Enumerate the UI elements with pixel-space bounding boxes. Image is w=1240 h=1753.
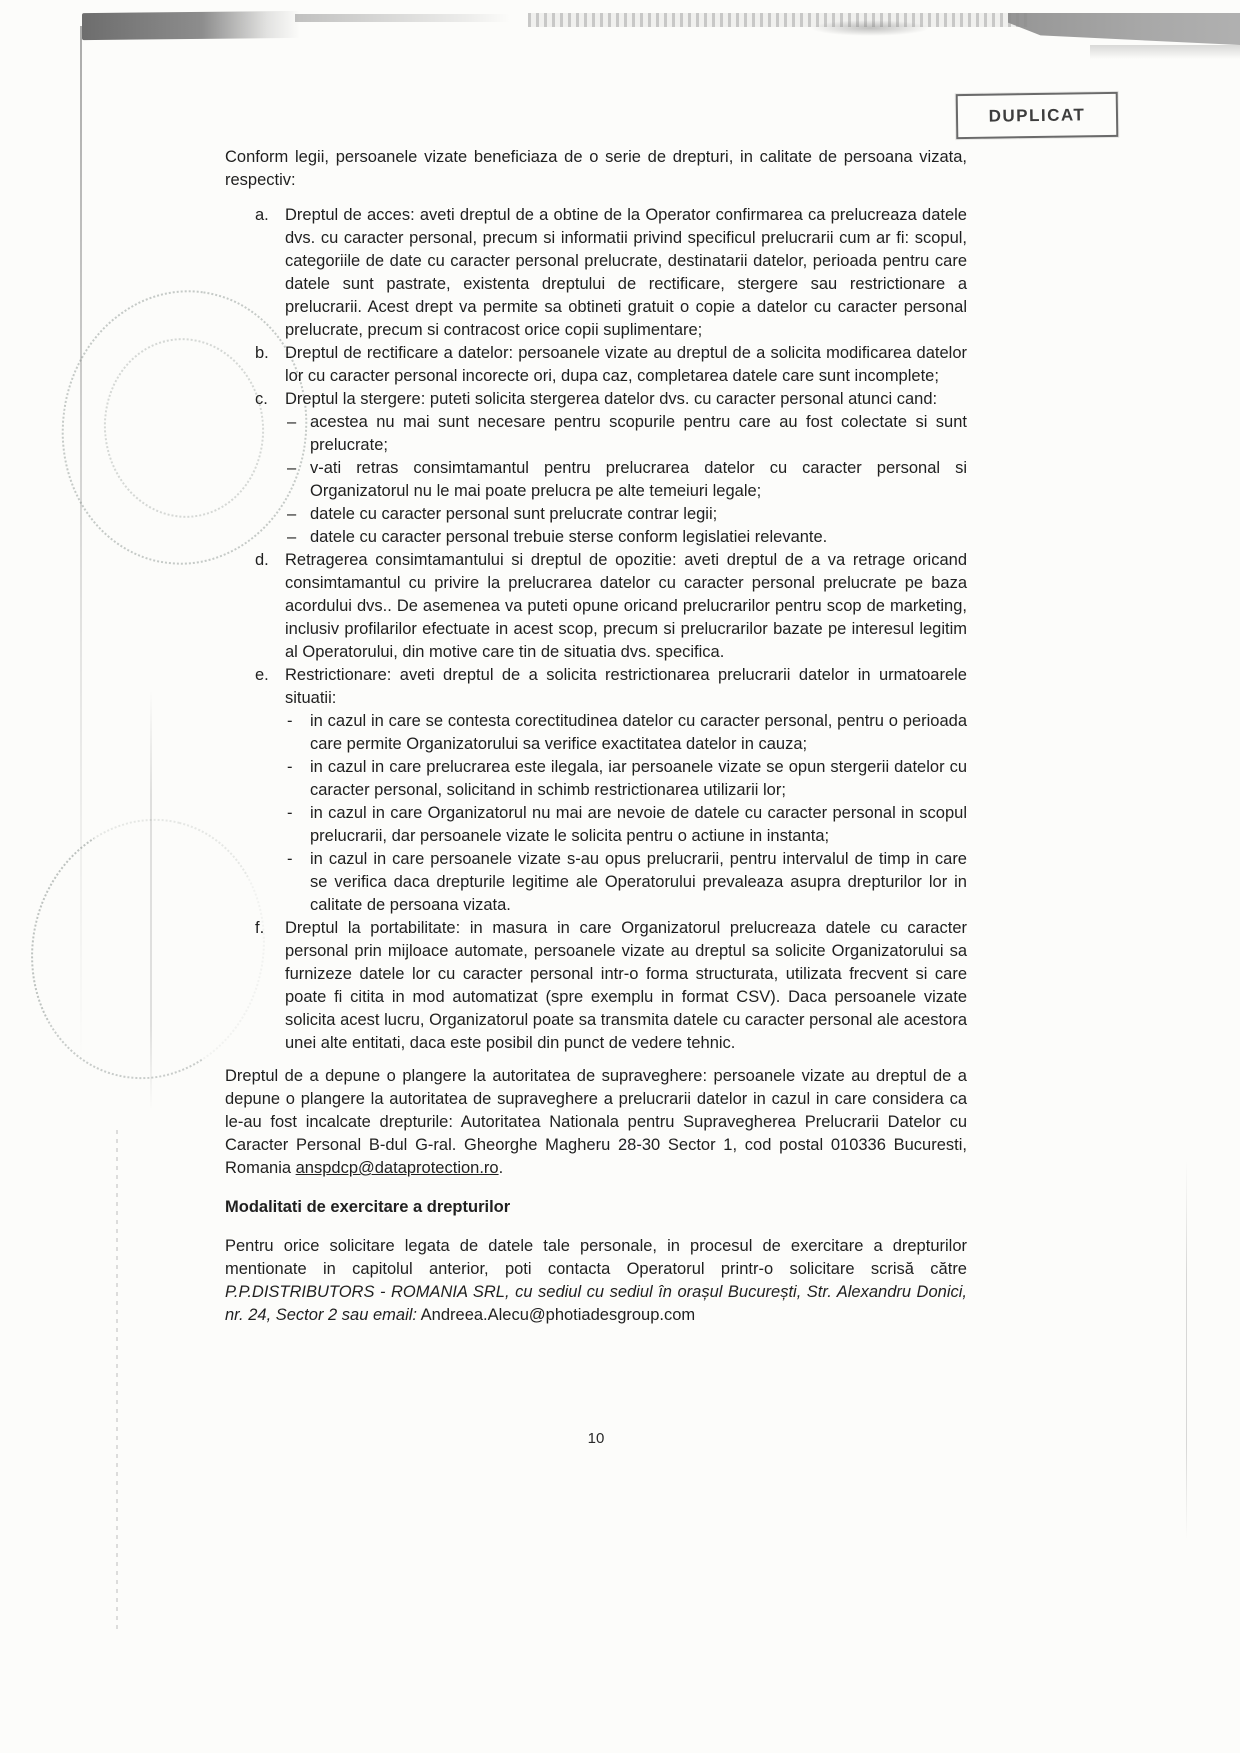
list-item-label: e. xyxy=(255,666,269,684)
sub-item-text: datele cu caracter personal trebuie sterse conform legislatiei relevante. xyxy=(310,528,828,546)
contact-paragraph xyxy=(225,1235,967,1327)
complaint-paragraph xyxy=(225,1065,967,1180)
sub-item-text: in cazul in care Organizatorul nu mai are nevoie de datele cu caracter personal in scopul prelucrarii, dar persoanele vizate le solicita pentru o actiune in instanta; xyxy=(310,804,967,845)
duplicat-stamp-label: DUPLICAT xyxy=(988,104,1086,126)
list-item-c xyxy=(225,388,967,411)
complaint-suffix: . xyxy=(498,1159,504,1177)
sub-item xyxy=(225,457,967,503)
list-item-text: Dreptul de rectificare a datelor: persoanele vizate au dreptul de a solicita modificarea datelor lor cu caracter personal incorecte ori, dupa caz, completarea datele care sunt incomplete; xyxy=(285,344,967,385)
sub-item-text: v-ati retras consimtamantul pentru prelucrarea datelor cu caracter personal si Organizatorul nu le mai poate prelucra pe alte temeiuri legale; xyxy=(310,459,967,500)
scan-smear-top-middle-blob xyxy=(810,20,930,36)
sub-item-text: in cazul in care persoanele vizate s-au opus prelucrarii, pentru intervalul de timp in care se verifica daca drepturile legitime ale Operatorului prevaleaza asupra drepturilor lor in calitate de persoana vizata. xyxy=(310,850,967,914)
dash-bullet: - xyxy=(287,804,293,822)
list-item-text: Dreptul la portabilitate: in masura in care Organizatorul prelucreaza datele cu caracter personal prin mijloace automate, persoanele vizate au dreptul sa solicite Organizatorului sa furnizeze datele lor cu caracter personal intr-o forma structurata, utilizata frecvent si care poate fi citita in mod automatizat (spre exemplu in format CSV). Daca persoanele vizate solicita acest lucru, Organizatorul poate sa transmita datele cu caracter personal ale acestora unei alte entitati, daca este posibil din punct de vedere tehnic. xyxy=(285,919,967,1052)
sub-item xyxy=(225,526,967,549)
company-name-italic: P.P.DISTRIBUTORS - ROMANIA SRL, cu sediul cu sediul în orașul București, Str. Alexandru Donici, nr. 24, Sector 2 sau email: xyxy=(225,1283,967,1324)
list-item-e xyxy=(225,664,967,710)
contact-text: Pentru orice solicitare legata de datele tale personale, in procesul de exercitare a drepturilor mentionate in capitolul anterior, poti contacta Operatorul printr-o solicitare scrisă către xyxy=(225,1237,967,1278)
sub-item xyxy=(225,848,967,917)
scan-smear-top-left xyxy=(82,11,300,40)
page-number: 10 xyxy=(587,1430,605,1447)
sub-item-text: in cazul in care se contesta corectitudinea datelor cu caracter personal, pentru o perioada care permite Organizatorului sa verifice exactitatea datelor in cauza; xyxy=(310,712,967,753)
sub-item-text: in cazul in care prelucrarea este ilegala, iar persoanele vizate se opun stergerii datelor cu caracter personal, solicitand in schimb restrictionarea utilizarii lor; xyxy=(310,758,967,799)
list-item-b xyxy=(225,342,967,388)
sub-item-text: datele cu caracter personal sunt prelucrate contrar legii; xyxy=(310,505,718,523)
paper-crease-line-lower xyxy=(116,1130,118,1630)
sub-item xyxy=(225,756,967,802)
dash-bullet: – xyxy=(287,528,297,546)
dash-bullet: - xyxy=(287,850,293,868)
list-item-text: Dreptul la stergere: puteti solicita stergerea datelor dvs. cu caracter personal atunci cand: xyxy=(285,390,938,408)
authority-email-link: anspdcp@dataprotection.ro xyxy=(295,1159,499,1177)
sub-item xyxy=(225,411,967,457)
list-item-a xyxy=(225,204,967,342)
list-item-label: a. xyxy=(255,206,269,224)
dash-bullet: - xyxy=(287,758,293,776)
paper-edge-line-right xyxy=(1186,1160,1187,1540)
list-item-text: Dreptul de acces: aveti dreptul de a obtine de la Operator confirmarea ca prelucreaza datele dvs. cu caracter personal, precum si informatii privind specificul prelucrarii cum ar fi: scopul, categoriile de date cu caracter personal prelucrate, destinatarii datelor, perioada pentru care datele sunt pastrate, existenta dreptului de rectificare, stergere sau restrictionare a prelucrarii. Acest drept va permite sa obtineti gratuit o copie a datelor cu caracter personal prelucrate, precum si contracost orice copii suplimentare; xyxy=(285,206,967,339)
list-item-text: Retragerea consimtamantului si dreptul de opozitie: aveti dreptul de a va retrage oricand consimtamantul cu privire la prelucrarea datelor cu caracter personal prelucrate pe baza acordului dvs.. De asemenea va puteti opune oricand prelucrarilor pentru scop de marketing, inclusiv profilarilor efectuate in acest scop, precum si prelucrarilor bazate pe interesul legitim al Operatorului, din motive care tin de situatia dvs. specifica. xyxy=(285,551,967,661)
list-item-label: f. xyxy=(255,919,265,937)
dash-bullet: – xyxy=(287,459,297,477)
list-item-f xyxy=(225,917,967,1055)
sub-item xyxy=(225,802,967,848)
list-item-text: Restrictionare: aveti dreptul de a solicita restrictionarea prelucrarii datelor in urmatoarele situatii: xyxy=(285,666,967,707)
scan-smear-top-middle xyxy=(528,13,1028,27)
sub-item-text: acestea nu mai sunt necesare pentru scopurile pentru care au fost colectate si sunt prelucrate; xyxy=(310,413,967,454)
contact-email: Andreea.Alecu@photiadesgroup.com xyxy=(416,1306,696,1324)
scan-smear-top-right-fade xyxy=(1090,45,1240,59)
dash-bullet: - xyxy=(287,712,293,730)
complaint-text: Dreptul de a depune o plangere la autoritatea de supraveghere: persoanele vizate au dreptul de a depune o plangere la autoritatea de supraveghere a prelucrarii datelor in cazul in care considera ca le-au fost incalcate drepturile: Autoritatea Nationala pentru Supravegherea Prelucrarii Datelor cu Caracter Personal B-dul G-ral. Gheorghe Magheru 28-30 Sector 1, cod postal 010336 Bucuresti, Romania xyxy=(225,1067,967,1177)
document-body xyxy=(225,146,967,1327)
sub-item xyxy=(225,503,967,526)
section-heading: Modalitati de exercitare a drepturilor xyxy=(225,1198,511,1216)
dash-bullet: – xyxy=(287,505,297,523)
rights-list xyxy=(225,204,967,1055)
duplicat-stamp xyxy=(956,92,1119,139)
list-item-d xyxy=(225,549,967,664)
scan-smear-top-left-tail xyxy=(295,14,510,22)
intro-paragraph: Conform legii, persoanele vizate beneficiaza de o serie de drepturi, in calitate de persoana vizata, respectiv: xyxy=(225,148,967,189)
list-item-label: c. xyxy=(255,390,268,408)
sub-item xyxy=(225,710,967,756)
dash-bullet: – xyxy=(287,413,297,431)
list-item-label: d. xyxy=(255,551,269,569)
list-item-label: b. xyxy=(255,344,269,362)
scan-smear-top-right xyxy=(1008,13,1240,45)
